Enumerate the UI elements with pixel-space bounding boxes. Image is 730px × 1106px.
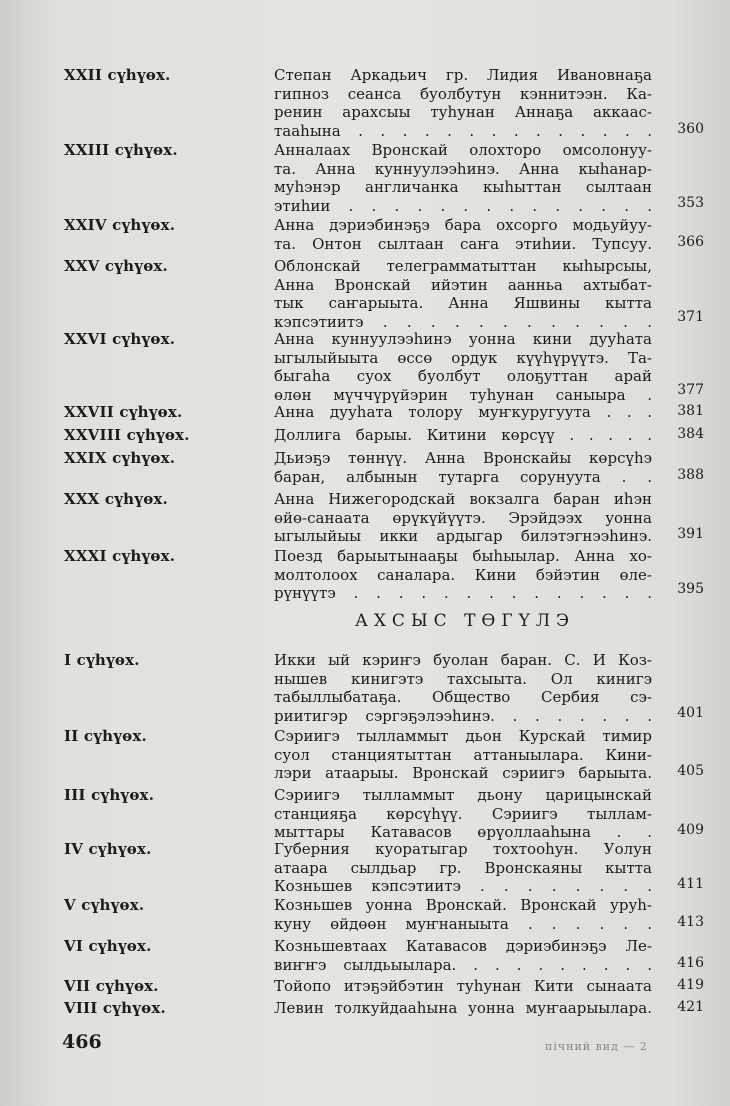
description-line: этиһии . . . . . . . . . . . . . . [274, 196, 652, 215]
page-ref: 366 [677, 234, 704, 250]
chapter-description [274, 426, 652, 445]
description-line: өлөн мүччүрүйэрин туһунан саныыра . [274, 385, 652, 404]
description-line: Поезд барыытынааҕы быһыылар. Анна хо- [274, 547, 652, 565]
chapter-label: XXIX сүһүөх. [64, 449, 176, 467]
chapter-description [274, 937, 652, 974]
page-ref: 413 [677, 914, 704, 930]
chapter-description [274, 141, 652, 215]
chapter-label: XXVII сүһүөх. [64, 403, 183, 421]
description-line: табыллыбатаҕа. Общество Сербия сэ- [274, 688, 652, 706]
description-line: Сэриигэ тылламмыт дьон Курскай тимир [274, 727, 652, 745]
chapter-description [274, 840, 652, 896]
description-line: лэри атаарыы. Вронскай сэриигэ барыыта. [274, 764, 652, 782]
page-ref: 419 [677, 977, 704, 993]
page-ref: 411 [677, 876, 704, 892]
page-number: 466 [62, 1031, 102, 1053]
chapter-label: VII сүһүөх. [64, 977, 159, 995]
description-line: баран, албынын тутарга сорунуута . . [274, 467, 652, 486]
description-line: Доллига барыы. Китини көрсүү . . . . . [274, 426, 652, 444]
chapter-label: XXXI сүһүөх. [64, 547, 176, 565]
description-line: Облонскай телеграмматыттан кыһырсыы, [274, 257, 652, 275]
description-line: ыгылыйыы икки ардыгар билэтэгнээһинэ. [274, 527, 652, 545]
chapter-label: XXV сүһүөх. [64, 257, 168, 275]
description-line: нышев кинигэтэ тахсыыта. Ол кинигэ [274, 669, 652, 688]
chapter-description [274, 999, 652, 1018]
description-line: Губерния куоратыгар тохтооһун. Уолун [274, 840, 652, 858]
description-line: муһэнэр англичанка кыһыттан сылтаан [274, 178, 652, 196]
description-line: та. Онтон сылтаан саҥа этиһии. Тупсуу. [274, 234, 652, 253]
description-line: гипноз сеанса буолбутун кэннитээн. Ка- [274, 84, 652, 103]
chapter-description [274, 66, 652, 140]
chapter-description [274, 651, 652, 725]
page-ref: 353 [677, 195, 704, 211]
description-line: Анна куннуулээһинэ уонна кини дууһата [274, 330, 652, 348]
chapter-label: XXVIII сүһүөх. [64, 426, 190, 444]
page-ref: 377 [677, 382, 704, 398]
chapter-label: XXVI сүһүөх. [64, 330, 176, 348]
chapter-description [274, 490, 652, 546]
description-line: ренин арахсыы туһунан Аннаҕа аккаас- [274, 103, 652, 121]
chapter-description [274, 977, 652, 996]
chapter-label: XXII сүһүөх. [64, 66, 171, 84]
description-line: быгаһа суох буолбут олоҕуттан арай [274, 367, 652, 385]
chapter-label: IV сүһүөх. [64, 840, 152, 858]
description-line: Сэриигэ тылламмыт дьону царицынскай [274, 786, 652, 804]
page-ref: 360 [677, 121, 704, 137]
chapter-label: VI сүһүөх. [64, 937, 152, 955]
description-line: Степан Аркадьич гр. Лидия Ивановнаҕа [274, 66, 652, 84]
chapter-label: VIII сүһүөх. [64, 999, 166, 1017]
chapter-description [274, 449, 652, 486]
description-line: Икки ый кэриҥэ буолан баран. С. И Коз- [274, 651, 652, 669]
footer-mark: пічний вид — 2 [545, 1040, 648, 1053]
description-line: молтолоох саналара. Кини бэйэтин өле- [274, 565, 652, 584]
description-line: Анна Вронскай ийэтин аанньа ахтыбат- [274, 275, 652, 294]
page-ref: 388 [677, 467, 704, 483]
page-ref: 409 [677, 822, 704, 838]
chapter-description [274, 786, 652, 842]
description-line: Анна Нижегородскай вокзалга баран иһэн [274, 490, 652, 508]
chapter-label: V сүһүөх. [64, 896, 145, 914]
chapter-description [274, 330, 652, 404]
page-ref: 416 [677, 955, 704, 971]
description-line: та. Анна куннуулээһинэ. Анна кыһанар- [274, 159, 652, 178]
page-ref: 401 [677, 705, 704, 721]
page-ref: 391 [677, 526, 704, 542]
page-ref: 421 [677, 999, 704, 1015]
description-line: Дьиэҕэ төннүү. Анна Вронскайы көрсүһэ [274, 449, 652, 467]
description-line: виҥҥэ сылдьыылара. . . . . . . . . . [274, 955, 652, 974]
chapter-label: II сүһүөх. [64, 727, 147, 745]
description-line: риитигэр сэргэҕэлээһинэ. . . . . . . . [274, 706, 652, 725]
chapter-label: XXX сүһүөх. [64, 490, 168, 508]
description-line: суол станциятыттан аттаныылара. Кини- [274, 745, 652, 764]
description-line: өйө-санаата өрүкүйүүтэ. Эрэйдээх уонна [274, 508, 652, 527]
page-ref: 395 [677, 581, 704, 597]
description-line: тык саҥарыыта. Анна Яшвины кытта [274, 294, 652, 312]
description-line: ыгылыйыыта өссө ордук күүһүрүүтэ. Та- [274, 348, 652, 367]
page-ref: 381 [677, 403, 704, 419]
chapter-label: XXIV сүһүөх. [64, 216, 176, 234]
description-line: Козньшев кэпсэтиитэ . . . . . . . . [274, 877, 652, 895]
description-line: Анна дууһата толору муҥкуругуута . . . [274, 403, 652, 421]
description-line: куну өйдөөн муҥнаныыта . . . . . . [274, 914, 652, 933]
page-ref: 371 [677, 309, 704, 325]
chapter-description [274, 727, 652, 783]
description-line: атаара сылдьар гр. Вронскаяны кытта [274, 858, 652, 877]
chapter-label: XXIII сүһүөх. [64, 141, 178, 159]
section-title: АХСЫС ТӨГҮЛЭ [354, 611, 576, 631]
description-line: рүнүүтэ . . . . . . . . . . . . . . [274, 584, 652, 602]
chapter-description [274, 896, 652, 933]
chapter-description [274, 216, 652, 253]
page-ref: 405 [677, 763, 704, 779]
description-line: Левин толкуйдааһына уонна муҥаарыылара. [274, 999, 652, 1017]
chapter-description [274, 257, 652, 331]
chapter-label: III сүһүөх. [64, 786, 155, 804]
description-line: тааһына . . . . . . . . . . . . . . [274, 121, 652, 140]
chapter-label: I сүһүөх. [64, 651, 140, 669]
page-ref: 384 [677, 426, 704, 442]
description-line: Анналаах Вронскай олохторо омсолонуу- [274, 141, 652, 159]
description-line: Анна дэриэбинэҕэ бара охсорго модьуйуу- [274, 216, 652, 234]
description-line: Тойопо итэҕэйбэтин туһунан Кити сынаата [274, 977, 652, 995]
chapter-description [274, 403, 652, 422]
description-line: Козньшевтаах Катавасов дэриэбинэҕэ Ле- [274, 937, 652, 955]
description-line: мыттары Катавасов өрүоллааһына . . [274, 823, 652, 841]
description-line: Козньшев уонна Вронскай. Вронскай уруһ- [274, 896, 652, 914]
chapter-description [274, 547, 652, 603]
description-line: кэпсэтиитэ . . . . . . . . . . . . [274, 312, 652, 331]
description-line: станцияҕа көрсүһүү. Сэриигэ тыллам- [274, 804, 652, 823]
